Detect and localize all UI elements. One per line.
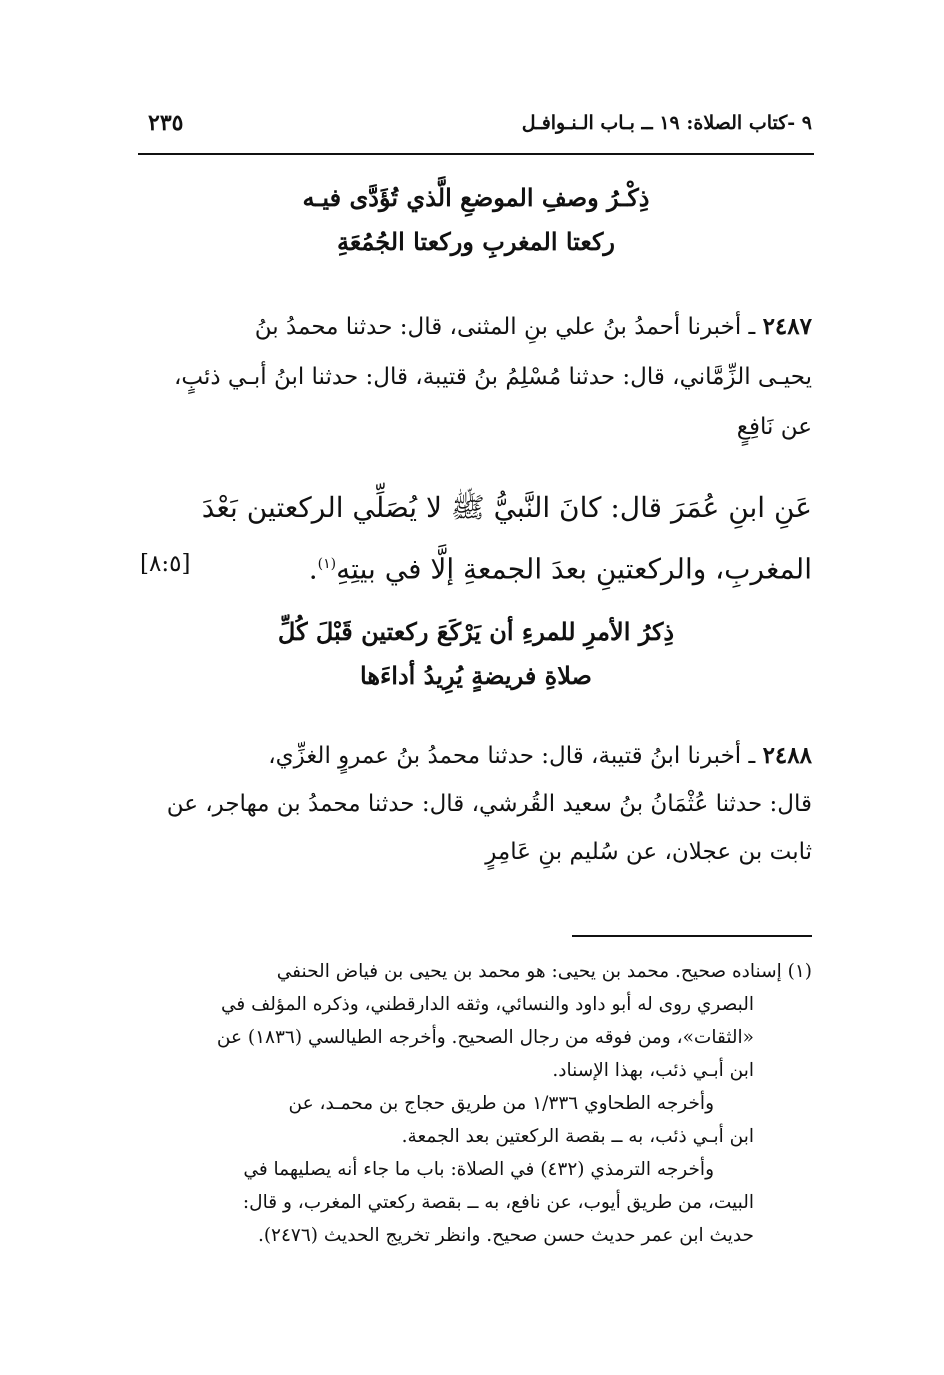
running-header: [146, 112, 812, 152]
page-number: ٢٣٥: [148, 110, 184, 136]
heading-line: ذِكْـرُ وصفِ الموضعِ الَّذي تُؤَدَّى فيـه: [302, 183, 650, 212]
isnad-line: يحيـى الزِّمَّاني، قال: حدثنا مُسْلِمُ بنُ قتيبة، قال: حدثنا ابنُ أبـي ذئبٍ،: [173, 364, 812, 390]
isnad-line: ثابت بن عجلان، عن سُليم بنِ عَامِرٍ: [485, 839, 812, 865]
heading-line: ذِكرُ الأمرِ للمرءِ أن يَرْكَعَ ركعتين قَبْلَ كُلِّ: [277, 617, 675, 646]
footnote-line: حديث ابن عمر حديث حسن صحيح. وانظر تخريج الحديث (٢٤٧٦).: [257, 1225, 754, 1246]
hadith-2487-isnad: [140, 302, 812, 452]
header-rule: [138, 153, 814, 155]
footnote-line: وأخرجه الترمذي (٤٣٢) في الصلاة: باب ما جاء أنه يصليهما في: [243, 1159, 714, 1180]
matn-end: .: [308, 552, 318, 586]
footnote-line: ابن أبـي ذئب، به ــ بقصة الركعتين بعد الجمعة.: [401, 1126, 754, 1147]
hadith-number: ٢٤٨٧: [762, 313, 812, 340]
isnad-line: [140, 732, 812, 780]
isnad-line: قال: حدثنا عُثْمَانُ بنُ سعيد القُرشي، قال: حدثنا محمدُ بن مهاجر، عن: [166, 791, 812, 817]
chapter-title: ٩ -كتاب الصلاة: ١٩ ــ بـاب الـنـوافـل: [521, 112, 812, 134]
footnote-marker: (١): [317, 556, 337, 572]
hadith-number: ٢٤٨٨: [762, 742, 812, 769]
footnote-line: وأخرجه الطحاوي ١/٣٣٦ من طريق حجاج بن محمـد، عن: [288, 1093, 714, 1114]
hadith-2487-matn: [140, 480, 812, 597]
section-heading-1: [138, 176, 814, 264]
hadith-2488-isnad: [140, 732, 812, 876]
section-heading-2: [138, 610, 814, 698]
matn-line: [140, 536, 812, 597]
isnad-line: عن نَافِعٍ: [736, 414, 812, 440]
matn-text: المغربِ، والركعتينِ بعدَ الجمعةِ إلَّا في بيتِهِ: [336, 552, 812, 586]
matn-line: عَنِ ابنِ عُمَرَ قال: كانَ النَّبيُّ ﷺ لا يُصَلِّي الركعتين بَعْدَ: [201, 491, 812, 524]
footnote-line: ابن أبـي ذئب، بهذا الإسناد.: [552, 1060, 754, 1081]
isnad-line: [140, 302, 812, 352]
footnotes: [140, 955, 812, 1252]
heading-line: صلاةِ فريضةٍ يُرِيدُ أداءَها: [360, 661, 592, 690]
isnad-text: ـ أخبرنا ابنُ قتيبة، قال: حدثنا محمدُ بنُ عمروٍ الغزِّي،: [268, 743, 756, 769]
footnote-line: البيت، من طريق أيوب، عن نافع، به ــ بقصة ركعتي المغرب، و قال:: [242, 1192, 754, 1213]
footnote-line: «الثقات»، ومن فوقه من رجال الصحيح. وأخرجه الطيالسي (١٨٣٦) عن: [216, 1027, 754, 1048]
footnote-line: (١) إسناده صحيح. محمد بن يحيى: هو محمد بن يحيى بن فياض الحنفي: [276, 961, 812, 982]
heading-line: ركعتا المغربِ وركعتا الجُمُعَةِ: [336, 227, 615, 256]
footnote-separator: [572, 935, 812, 937]
isnad-text: ـ أخبرنا أحمدُ بنُ علي بنِ المثنى، قال: حدثنا محمدُ بنُ: [254, 314, 756, 340]
reference-marker: [٨:٥]: [140, 551, 191, 577]
footnote-line: البصري روى له أبو داود والنسائي، وثقه الدارقطني، وذكره المؤلف في: [220, 994, 754, 1015]
